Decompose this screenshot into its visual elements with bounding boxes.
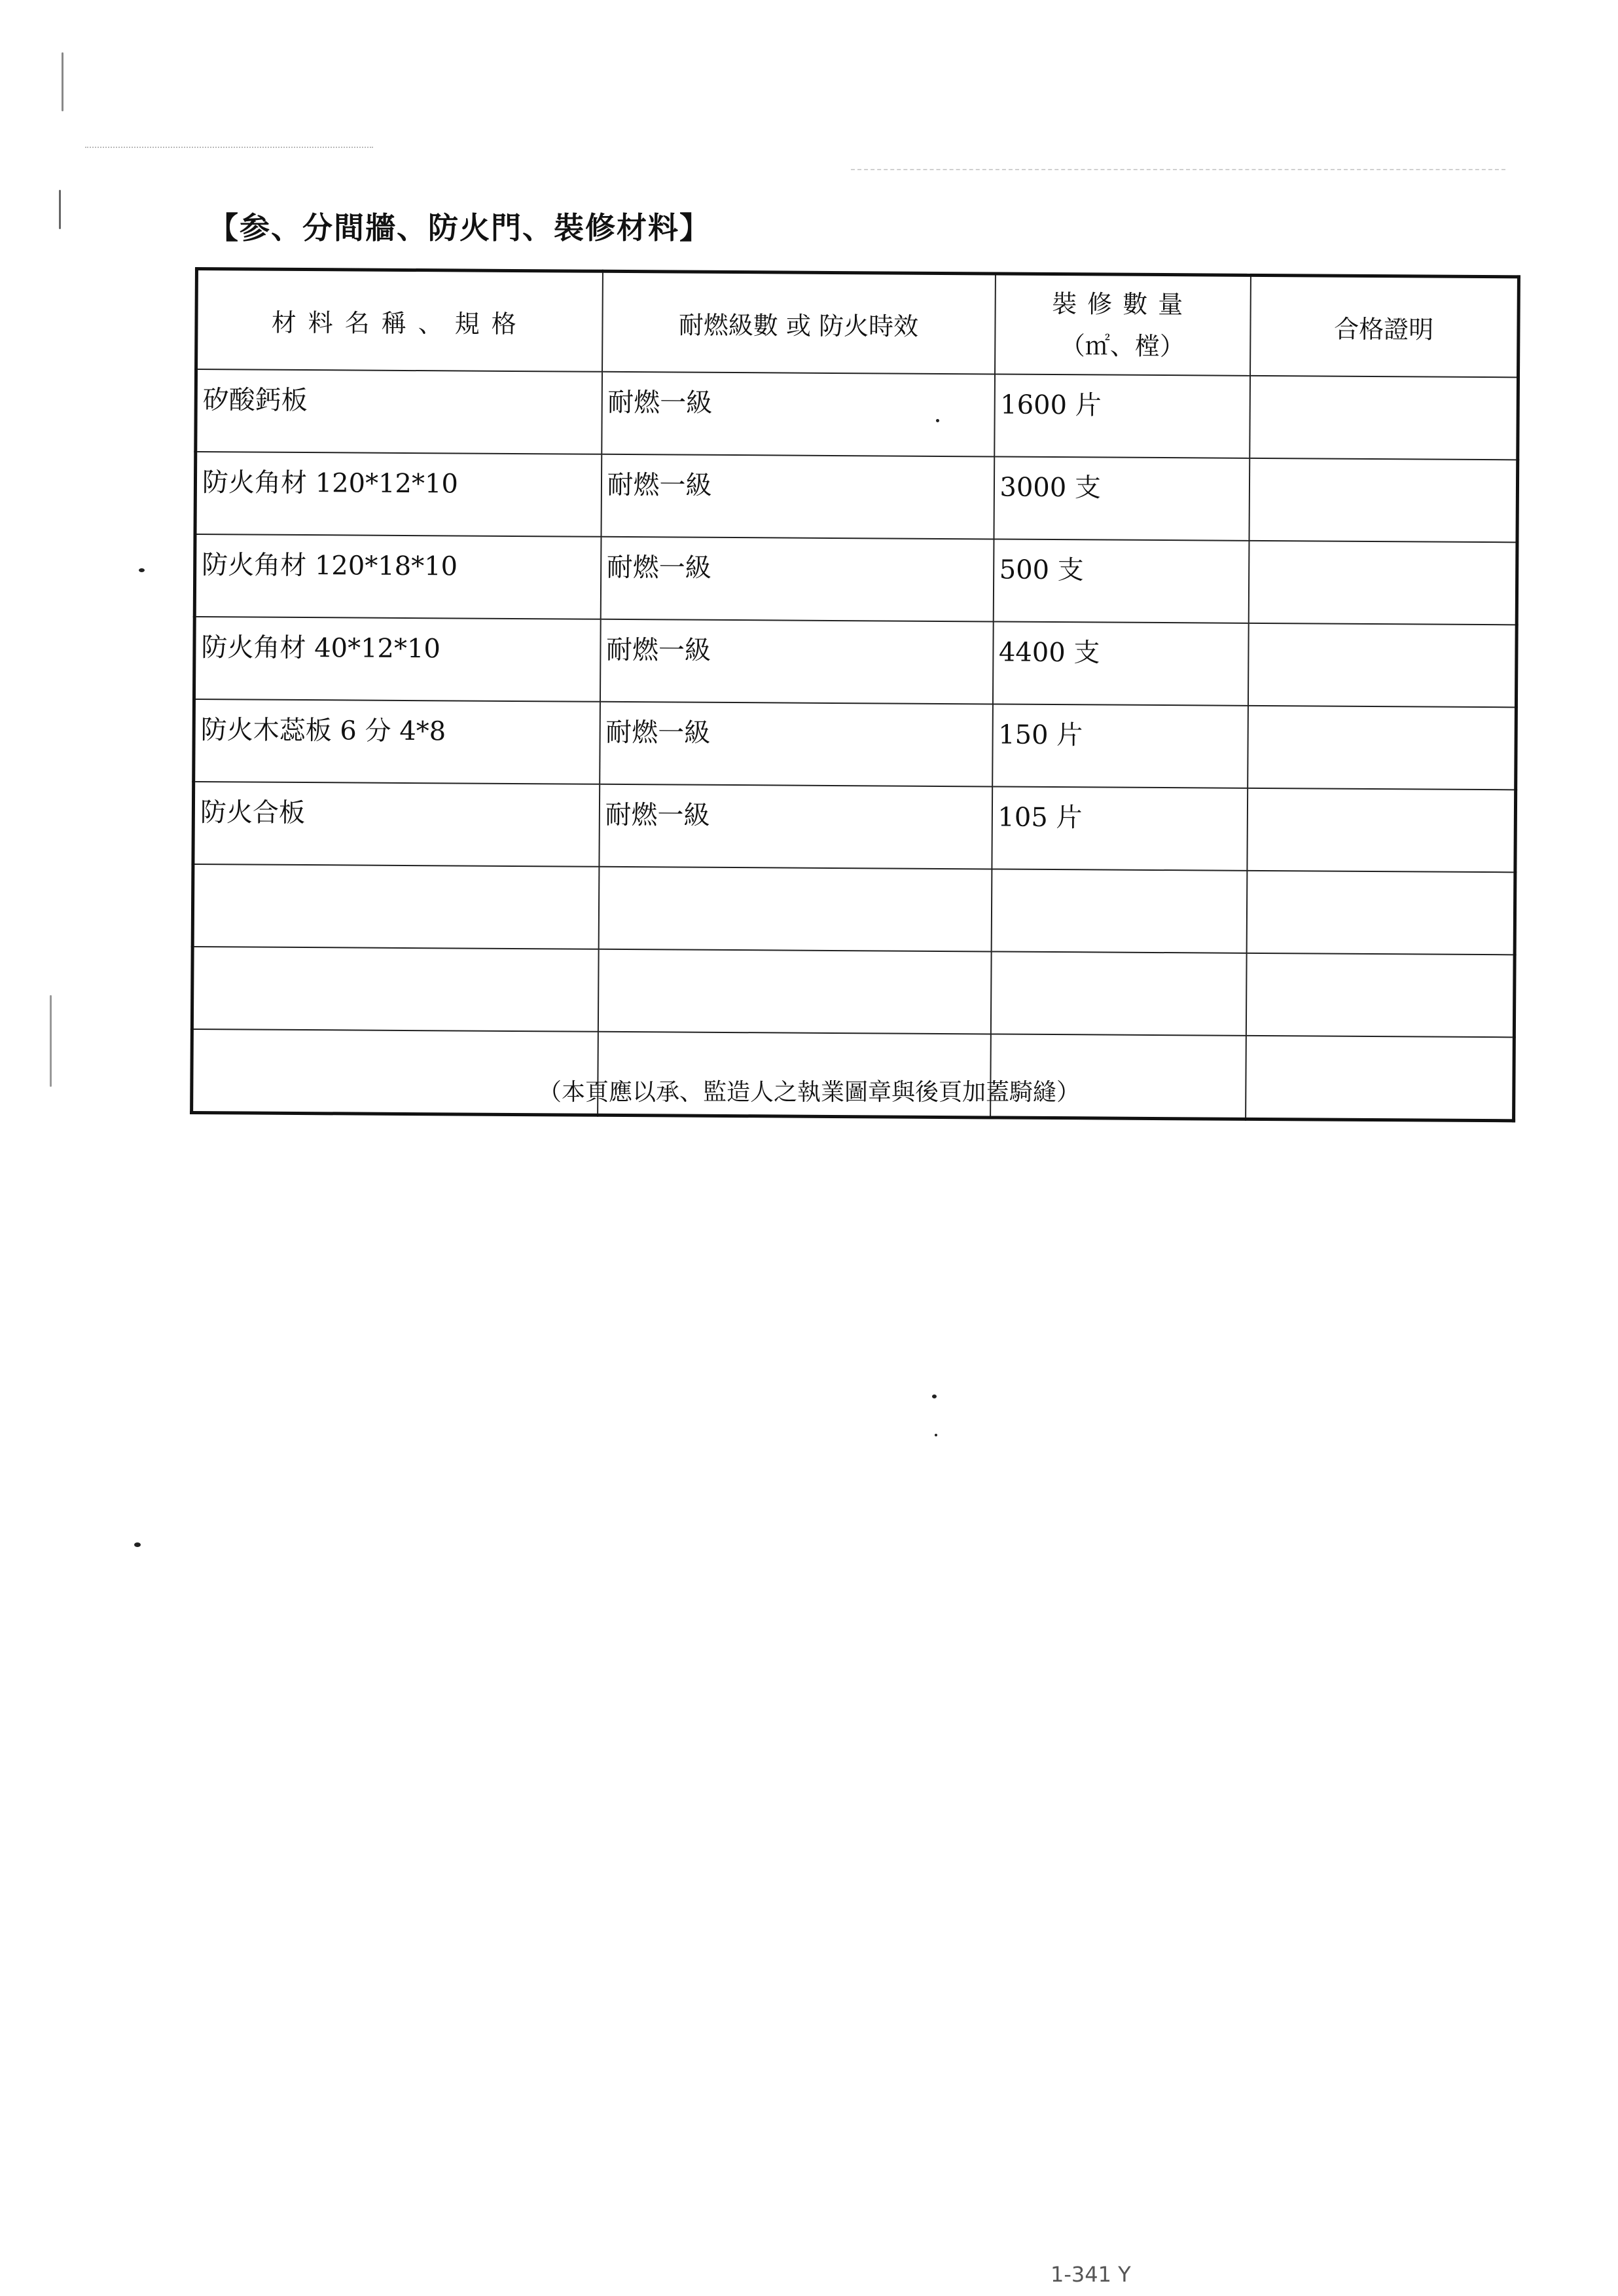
scan-speck	[139, 568, 145, 572]
scan-speck	[62, 52, 63, 111]
scan-artifact-line	[851, 169, 1505, 170]
table-row	[196, 369, 1519, 460]
cell-material-name: 防火角材 120*12*10	[195, 452, 602, 537]
cell-certificate	[1247, 788, 1516, 873]
cell-quantity: 4400 支	[992, 621, 1248, 705]
cell-material-name: 防火合板	[193, 782, 600, 867]
header-quantity-unit: （㎡、樘）	[1060, 331, 1185, 361]
seal-instruction-note: （本頁應以承、監造人之執業圖章與後頁加蓋騎縫）	[537, 1079, 1080, 1106]
header-quantity	[995, 274, 1251, 376]
cell-fire-grade: 耐燃一級	[602, 372, 995, 457]
cell-fire-grade: 耐燃一級	[601, 454, 994, 539]
cell-certificate	[1249, 376, 1519, 460]
cell-material-name: 防火木蕊板 6 分 4*8	[194, 699, 600, 784]
cell-certificate	[1248, 623, 1517, 708]
table-row	[195, 452, 1518, 542]
table-row	[193, 782, 1516, 872]
header-fire-grade: 耐燃級數 或 防火時效	[602, 271, 996, 374]
cell-quantity: 150 片	[992, 704, 1248, 788]
cell-certificate	[1246, 871, 1515, 955]
table-header-row	[196, 269, 1519, 378]
cell-quantity: 500 支	[993, 539, 1249, 623]
cell-fire-grade: 耐燃一級	[600, 619, 993, 704]
header-material-name: 材料名稱、規格	[196, 269, 603, 372]
cell-fire-grade: 耐燃一級	[600, 537, 994, 622]
materials-table-container	[190, 267, 1520, 1122]
cell-quantity: 105 片	[992, 786, 1248, 870]
scan-speck	[932, 1394, 937, 1398]
table-row	[194, 617, 1517, 707]
header-certificate: 合格證明	[1250, 275, 1519, 377]
cell-quantity: 3000 支	[994, 456, 1249, 540]
table-row	[194, 534, 1517, 625]
cell-material-name: 防火角材 40*12*10	[194, 617, 600, 702]
handwritten-page-mark: 1-341 Y	[1051, 2262, 1131, 2287]
cell-fire-grade	[598, 867, 992, 952]
scan-artifact-line	[85, 147, 373, 148]
cell-material-name: 矽酸鈣板	[196, 369, 602, 454]
cell-material-name	[192, 947, 598, 1032]
cell-certificate	[1248, 541, 1517, 625]
cell-material-name: 防火角材 120*18*10	[194, 534, 601, 619]
cell-certificate	[1249, 458, 1518, 543]
cell-quantity	[990, 951, 1246, 1035]
scan-speck	[935, 1434, 937, 1436]
header-quantity-label: 裝修數量	[1052, 289, 1194, 319]
materials-table	[190, 267, 1520, 1122]
scan-speck	[59, 190, 61, 229]
scan-speck	[134, 1542, 141, 1547]
section-title: 【参、分間牆、防火門、裝修材料】	[208, 210, 711, 246]
cell-certificate	[1246, 953, 1515, 1038]
cell-certificate	[1248, 706, 1517, 790]
cell-fire-grade	[598, 949, 991, 1034]
cell-fire-grade: 耐燃一級	[600, 702, 993, 787]
scan-speck	[50, 995, 52, 1087]
cell-quantity: 1600 片	[994, 374, 1250, 458]
cell-fire-grade: 耐燃一級	[599, 784, 992, 869]
table-row-empty	[192, 864, 1515, 955]
cell-quantity	[991, 869, 1247, 953]
table-row	[194, 699, 1517, 790]
cell-material-name	[192, 864, 599, 949]
table-row-empty	[192, 947, 1515, 1037]
